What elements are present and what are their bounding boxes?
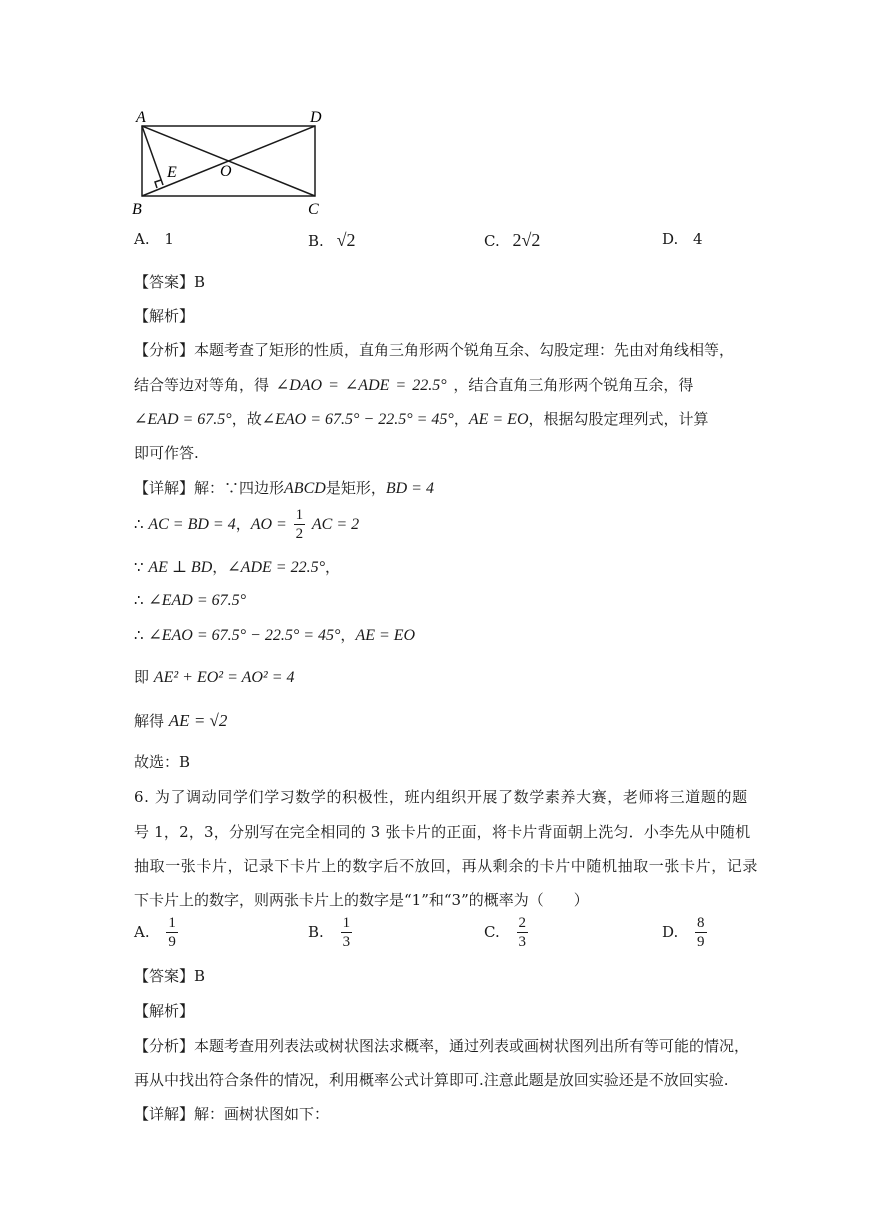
q5-fenxi-line-4: 即可作答.: [134, 444, 199, 462]
rectangle-figure: [128, 104, 338, 220]
option-label: B.: [308, 923, 324, 941]
option-value: 1: [164, 230, 174, 248]
q5-choose: 故选：B: [134, 753, 191, 771]
math-angle-eao: ∠EAO = 67.5° − 22.5° = 45°: [261, 411, 454, 428]
q6-line-1: 6. 为了调动同学们学习数学的积极性，班内组织开展了数学素养大赛，老师将三道题的题: [134, 788, 748, 806]
segment-ae: [142, 126, 163, 185]
q6-line-4: 下卡片上的数字，则两张卡片上的数字是“1”和“3”的概率为（ ）: [134, 891, 589, 909]
separator: ，: [212, 558, 228, 576]
math-angle-dao: ∠DAO = ∠ADE = 22.5°: [275, 377, 447, 394]
q5-option-b: [308, 230, 355, 251]
right-angle-mark: [155, 180, 161, 188]
q5-step-3: [134, 590, 246, 610]
answer-tag: 【答案】: [134, 967, 195, 985]
math-angle-eao: ∠EAO = 67.5° − 22.5° = 45°: [148, 627, 341, 644]
option-value: √2: [336, 230, 356, 250]
math-perpendicular: AE ⊥ BD: [148, 559, 213, 576]
detail-text: 解：∵四边形: [194, 479, 285, 497]
q6-answer: [134, 965, 205, 986]
math-angle-ead: ∠EAD = 67.5°: [148, 592, 247, 609]
q6-analysis-tag: 【解析】: [134, 1002, 195, 1020]
fenxi-text: ，故: [231, 410, 262, 428]
math-ae-result: AE = √2: [168, 711, 228, 730]
detail-text: 解：画树状图如下：: [194, 1105, 330, 1123]
detail-text: 是矩形，: [325, 479, 386, 497]
q6-line-3: 抽取一张卡片，记录下卡片上的数字后不放回，再从剩余的卡片中随机抽取一张卡片，记录: [134, 857, 759, 875]
q6-fenxi-line-2: 再从中找出符合条件的情况，利用概率公式计算即可.注意此题是放回实验还是不放回实验.: [134, 1071, 729, 1089]
numerator: 2: [518, 915, 526, 931]
separator: ，: [340, 626, 356, 644]
q6-fenxi-line-1: [134, 1035, 749, 1056]
option-label: B.: [308, 232, 324, 250]
numerator: 1: [168, 915, 176, 931]
detail-tag: 【详解】: [134, 479, 195, 497]
therefore-symbol: ∴: [134, 626, 144, 644]
separator: ，: [324, 558, 340, 576]
denominator: 9: [697, 934, 705, 950]
label-c: C: [308, 201, 319, 218]
option-label: C.: [484, 232, 500, 250]
fenxi-text: ，结合直角三角形两个锐角互余，得: [453, 376, 694, 394]
label-o: O: [220, 163, 232, 180]
math-abcd: ABCD: [284, 480, 326, 497]
denominator: 2: [295, 526, 304, 542]
option-label: A.: [134, 230, 150, 248]
q6-line-2: 号 1，2，3，分别写在完全相同的 3 张卡片的正面，将卡片背面朝上洗匀．小李先从中随机: [134, 823, 751, 841]
step-text: 即: [134, 668, 150, 686]
option-fraction: [341, 916, 353, 950]
q5-fenxi-line-3: [134, 408, 709, 429]
label-d: D: [310, 109, 322, 126]
numerator: 8: [697, 915, 705, 931]
numerator: 1: [295, 507, 304, 523]
label-a: A: [136, 109, 146, 126]
option-fraction: [517, 916, 529, 950]
option-value: 2√2: [512, 230, 541, 250]
fenxi-text: 本题考查用列表法或树状图法求概率，通过列表或画树状图列出所有等可能的情况，: [194, 1037, 750, 1055]
q5-option-c: [484, 230, 540, 251]
q5-detail-line-1: [134, 477, 434, 498]
option-label: D.: [662, 230, 679, 248]
q5-step-5: [134, 666, 295, 687]
math-ae-eo: AE = EO: [355, 627, 416, 644]
fenxi-text: 本题考查了矩形的性质，直角三角形两个锐角互余、勾股定理：先由对角线相等，: [194, 341, 735, 359]
fenxi-tag: 【分析】: [134, 341, 195, 359]
option-label: D.: [662, 923, 679, 941]
answer-value: B: [194, 967, 206, 985]
denominator: 3: [518, 934, 526, 950]
fenxi-text: ，: [453, 410, 469, 428]
q6-option-a: [134, 916, 180, 950]
q6-detail: [134, 1103, 329, 1124]
math-pythagoras: AE² + EO² = AO² = 4: [153, 669, 295, 686]
option-label: C.: [484, 923, 500, 941]
therefore-symbol: ∴: [134, 591, 144, 609]
fenxi-tag: 【分析】: [134, 1037, 195, 1055]
math-ac-bd: AC = BD = 4: [148, 516, 236, 533]
fraction-half: [294, 508, 306, 542]
q6-option-c: [484, 916, 530, 950]
q5-fenxi-line-2: [134, 374, 693, 395]
option-label: A.: [134, 923, 150, 941]
q5-fenxi-line-1: [134, 339, 734, 360]
step-text: 解得: [134, 712, 165, 730]
fenxi-text: ，根据勾股定理列式，计算: [528, 410, 709, 428]
numerator: 1: [342, 915, 351, 931]
detail-tag: 【详解】: [134, 1105, 195, 1123]
option-fraction: [166, 916, 178, 950]
q5-answer: [134, 271, 205, 292]
therefore-symbol: ∴: [134, 515, 144, 533]
label-b: B: [132, 201, 142, 218]
denominator: 3: [342, 934, 351, 950]
math-ac-2: AC = 2: [311, 516, 360, 533]
answer-value: B: [194, 273, 206, 291]
math-ao: AO =: [250, 516, 287, 533]
option-value: 4: [693, 230, 703, 248]
q5-step-1: [134, 508, 359, 542]
math-angle-ade: ∠ADE = 22.5°: [227, 559, 325, 576]
separator: ，: [235, 515, 251, 533]
math-bd: BD = 4: [385, 480, 434, 497]
because-symbol: ∵: [134, 558, 144, 576]
q6-option-d: [662, 916, 709, 950]
q6-option-b: [308, 916, 354, 950]
q5-step-4: [134, 624, 415, 645]
q5-analysis-tag: 【解析】: [134, 307, 195, 325]
option-fraction: [695, 916, 707, 950]
q5-option-a: [134, 230, 174, 248]
fenxi-text: 结合等边对等角，得: [134, 376, 270, 394]
math-angle-ead: ∠EAD = 67.5°: [134, 411, 232, 428]
math-ae-eo: AE = EO: [468, 411, 529, 428]
denominator: 9: [168, 934, 176, 950]
q5-option-d: [662, 230, 703, 248]
label-e: E: [167, 164, 177, 181]
q5-step-6: [134, 710, 227, 731]
answer-tag: 【答案】: [134, 273, 195, 291]
q5-step-2: [134, 556, 340, 577]
